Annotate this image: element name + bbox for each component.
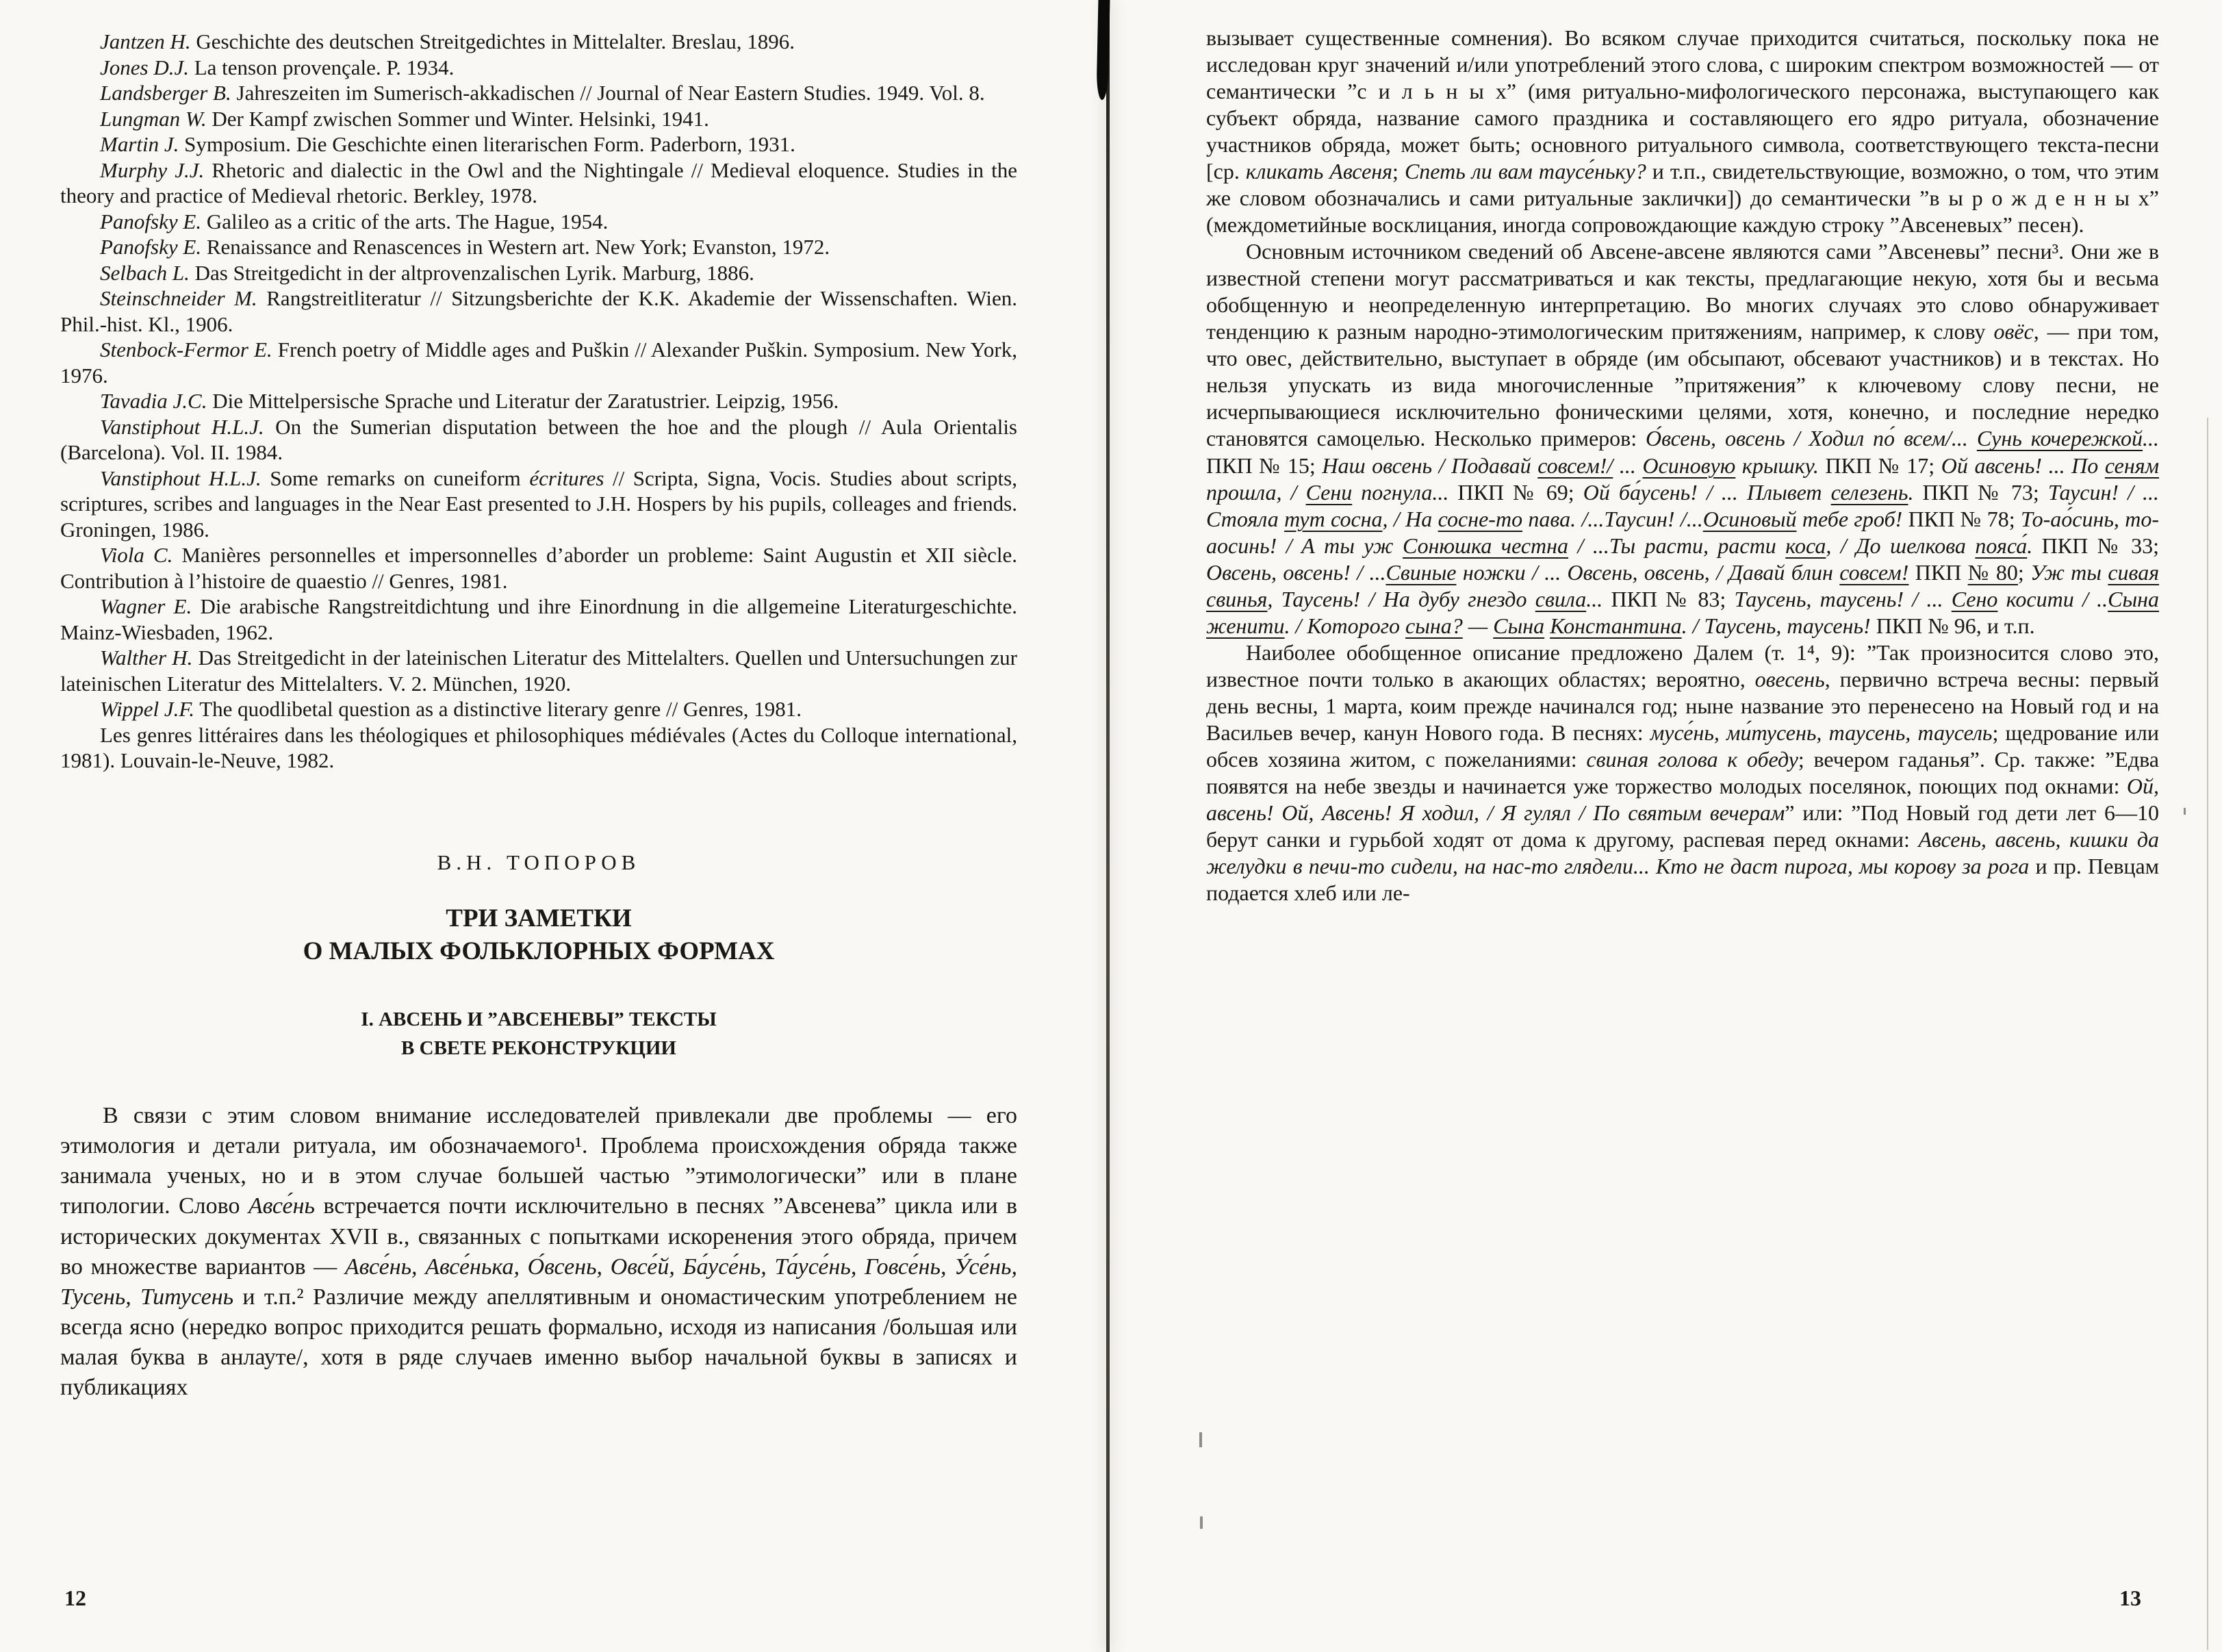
scan-speck — [2184, 808, 2186, 815]
bibliography-entry: Wagner E. Die arabische Rangstreitdichtung und ihre Einordnung in die allgemeine Literaturgeschichte. Mainz-Wiesbaden, 1962. — [60, 594, 1017, 644]
section-heading — [60, 1005, 1017, 1063]
bibliography-entry: Les genres littéraires dans les théologiques et philosophiques médiévales (Actes du Colloque international, 1981). Louvain-le-Neuve, 1982. — [60, 722, 1017, 772]
page-number-right: 13 — [2119, 1586, 2141, 1610]
bibliography-entry: Jones D.J. La tenson provençale. P. 1934. — [100, 55, 455, 79]
body-paragraph: В связи с этим словом внимание исследователей привлекали две проблемы — его этимология и детали ритуала, им обозначаемого¹. Проблема происхождения обряда также занимала ученых, но и в этом случае большей частью ”этимологически” или в плане типологии. Слово Авсе́нь встречается почти исключительно в песнях ”Авсенева” цикла или в исторических документах XVII в., связанных с попытками искоренения этого обряда, причем во множестве вариантов — Авсе́нь, Авсе́нька, О́всень, Овсе́й, Ба́усе́нь, Та́усе́нь, Говсе́нь, У́се́нь, Тусень, Титусень и т.п.² Различие между апеллятивным и ономастическим употреблением не всегда ясно (нередко вопрос приходится решать формально, исходя из написания /большая или малая буква в анлауте/, хотя в ряде случаев именно выбор начальной буквы в записях и публикациях — [60, 1102, 1018, 1401]
page-right — [1206, 25, 2159, 906]
section-heading-line: I. АВСЕНЬ И ”АВСЕНЕВЫ” ТЕКСТЫ — [361, 1008, 717, 1030]
bibliography-entry: Wippel J.F. The quodlibetal question as a distinctive literary genre // Genres, 1981. — [100, 697, 802, 721]
bibliography-entry: Selbach L. Das Streitgedicht in der altprovenzalischen Lyrik. Marburg, 1886. — [100, 260, 754, 285]
body-paragraph: вызывает существенные сомнения). Во всяком случае приходится считаться, поскольку пока не исследован круг значений и/или употреблений этого слова, с широким спектром возможностей — от семантически ”с и л ь н ы х” (имя ритуально-мифологического персонажа, выступающего как субъект обряда, название самого праздника и составляющего его ядро ритуала, обозначение участников обряда, может быть; основного ритуального символа, соответствующего текста-песни [ср. кликать Авсеня; Спеть ли вам таусе́ньку? и т.п., свидетельствующие, возможно, о том, что этим же словом обозначались и сами ритуальные заклички]) до семантически ”в ы р о ж д е н н ы х” (междометийные восклицания, иногда сопровождающие каждую строку ”Авсеневых” песен). — [1206, 25, 2160, 238]
bibliography-entry: Lungman W. Der Kampf zwischen Sommer und Winter. Helsinki, 1941. — [100, 106, 709, 131]
bibliography-entry: Walther H. Das Streitgedicht in der lateinischen Literatur des Mittelalters. Quellen und Untersuchungen zur lateinischen Literatur des Mittelalters. V. 2. München, 1920. — [60, 646, 1017, 696]
book-gutter-line — [1106, 0, 1110, 1652]
bibliography-entry: Tavadia J.C. Die Mittelpersische Sprache und Literatur der Zaratustrier. Leipzig, 1956. — [100, 389, 839, 413]
body-paragraph: Основным источником сведений об Авсене-авсене являются сами ”Авсеневы” песни³. Они же в известной степени могут рассматриваться и как тексты, предлагающие некую, хотя бы и весьма обобщенную и неопределенную интерпретацию. Во многих случаях это слово обнаруживает тенденцию к разным народно-этимологическим притяжениям, например, к слову овёс, — при том, что овес, действительно, выступает в обряде (им обсыпают, обсевают участников) и в текстах. Но нельзя упускать из вида многочисленные ”притяжения” к ключевому слову песни, не исчерпывающиеся исключительно фоническими целями, хотя, конечно, и последние нередко становятся самоцелью. Несколько примеров: О́всень, овсень / Ходил по́ всем/... Сунь кочережкой... ПКП № 15; Наш овсень / Подавай совсем!/ ... Осиновую крышку. ПКП № 17; Ой авсень! ... По сеням прошла, / Сени погнула... ПКП № 69; Ой ба́усень! / ... Плывет селезень. ПКП № 73; Таусин! / ... Стояла тут сосна, / На сосне-то пава. /...Таусин! /...Осиновый тебе гроб! ПКП № 78; То-ао́синь, то-аосинь! / А ты уж Сонюшка честна / ...Ты расти, расти коса, / До шелкова пояса́. ПКП № 33; Овсень, овсень! / ...Свиные ножки / ... Овсень, овсень, / Давай блин совсем! ПКП № 80; Уж ты сивая свинья, Таусень! / На дубу гнездо свила... ПКП № 83; Таусень, таусень! / ... Сено косити / ..Сына женити. / Которого сына? — Сына Константина. / Таусень, таусень! ПКП № 96, и т.п. — [1206, 239, 2160, 638]
body-text-column — [1206, 25, 2159, 906]
scan-speck — [1199, 1432, 1202, 1447]
page-edge-line — [2207, 418, 2208, 1650]
article-title-line: ТРИ ЗАМЕТКИ — [446, 904, 632, 932]
bibliography-entry: Viola C. Manières personnelles et impersonnelles d’aborder un probleme: Saint Augustin et XII siècle. Contribution à l’histoire de quaestio // Genres, 1981. — [60, 543, 1017, 593]
bibliography-entry: Steinschneider M. Rangstreitliteratur // Sitzungsberichte der K.K. Akademie der Wissenschaften. Wien. Phil.-hist. Kl., 1906. — [60, 286, 1017, 336]
page-left — [60, 29, 1017, 1403]
bibliography-entry: Vanstiphout H.L.J. On the Sumerian disputation between the hoe and the plough // Aula Orientalis (Barcelona). Vol. II. 1984. — [60, 414, 1017, 464]
scan-speck — [1200, 1516, 1203, 1529]
bibliography-entry: Murphy J.J. Rhetoric and dialectic in the Owl and the Nightingale // Medieval eloquence. Studies in the theory and practice of Medieval rhetoric. Berkley, 1978. — [60, 157, 1017, 207]
bibliography-entry: Martin J. Symposium. Die Geschichte einen literarischen Form. Paderborn, 1931. — [100, 132, 795, 156]
body-paragraph: Наиболее обобщенное описание предложено Далем (т. 1⁴, 9): ”Так произносится слово это, известное почти только в акающих областях; вероятно, овесень, первично встреча весны: первый день весны, 1 марта, коим прежде начинался год; ныне название это перенесено на Новый год и на Васильев вечер, канун Нового года. В песнях: мусе́нь, ми́тусень, таусень, таусель; щедрование или обсев хозяина житом, с пожеланиями: свиная голова к обеду; вечером гаданья”. Ср. также: ”Едва появятся на небе звезды и начинается уже торжество молодых поселянок, поющих под окнами: Ой, авсень! Ой, Авсень! Я ходил, / Я гулял / По святым вечерам” или: ”Под Новый год дети лет 6—10 берут санки и гурьбой ходят от дома к другому, распевая перед окнами: Авсень, авсень, кишки да желудки в печи-то сидели, на нас-то глядели... Кто не даст пирога, мы корову за рога и пр. Певцам подается хлеб или ле- — [1206, 639, 2160, 905]
bibliography-entry: Landsberger B. Jahreszeiten im Sumerisch-akkadischen // Journal of Near Eastern Studies. 1949. Vol. 8. — [100, 81, 985, 105]
page-number-left: 12 — [64, 1586, 86, 1610]
bibliography-entry: Panofsky E. Galileo as a critic of the arts. The Hague, 1954. — [100, 209, 609, 233]
bibliography-entry: Jantzen H. Geschichte des deutschen Streitgedichtes in Mittelalter. Breslau, 1896. — [100, 29, 795, 53]
section-heading-line: В СВЕТЕ РЕКОНСТРУКЦИИ — [401, 1037, 676, 1059]
article-title — [60, 902, 1017, 968]
article-author: В.Н. ТОПОРОВ — [437, 850, 641, 874]
article-title-line: О МАЛЫХ ФОЛЬКЛОРНЫХ ФОРМАХ — [303, 937, 775, 965]
bibliography-entry: Panofsky E. Renaissance and Renascences in Western art. New York; Evanston, 1972. — [100, 235, 830, 259]
bibliography — [60, 29, 1017, 774]
bibliography-entry: Stenbock-Fermor E. French poetry of Middle ages and Puškin // Alexander Puškin. Symposium. New York, 1976. — [60, 338, 1017, 387]
bibliography-entry: Vanstiphout H.L.J. Some remarks on cuneiform écritures // Scripta, Signa, Vocis. Studies about scripts, scriptures, scribes and languages in the Near East presented to J.H. Hospers by his pupils, colleages and friends. Groningen, 1986. — [60, 466, 1017, 542]
